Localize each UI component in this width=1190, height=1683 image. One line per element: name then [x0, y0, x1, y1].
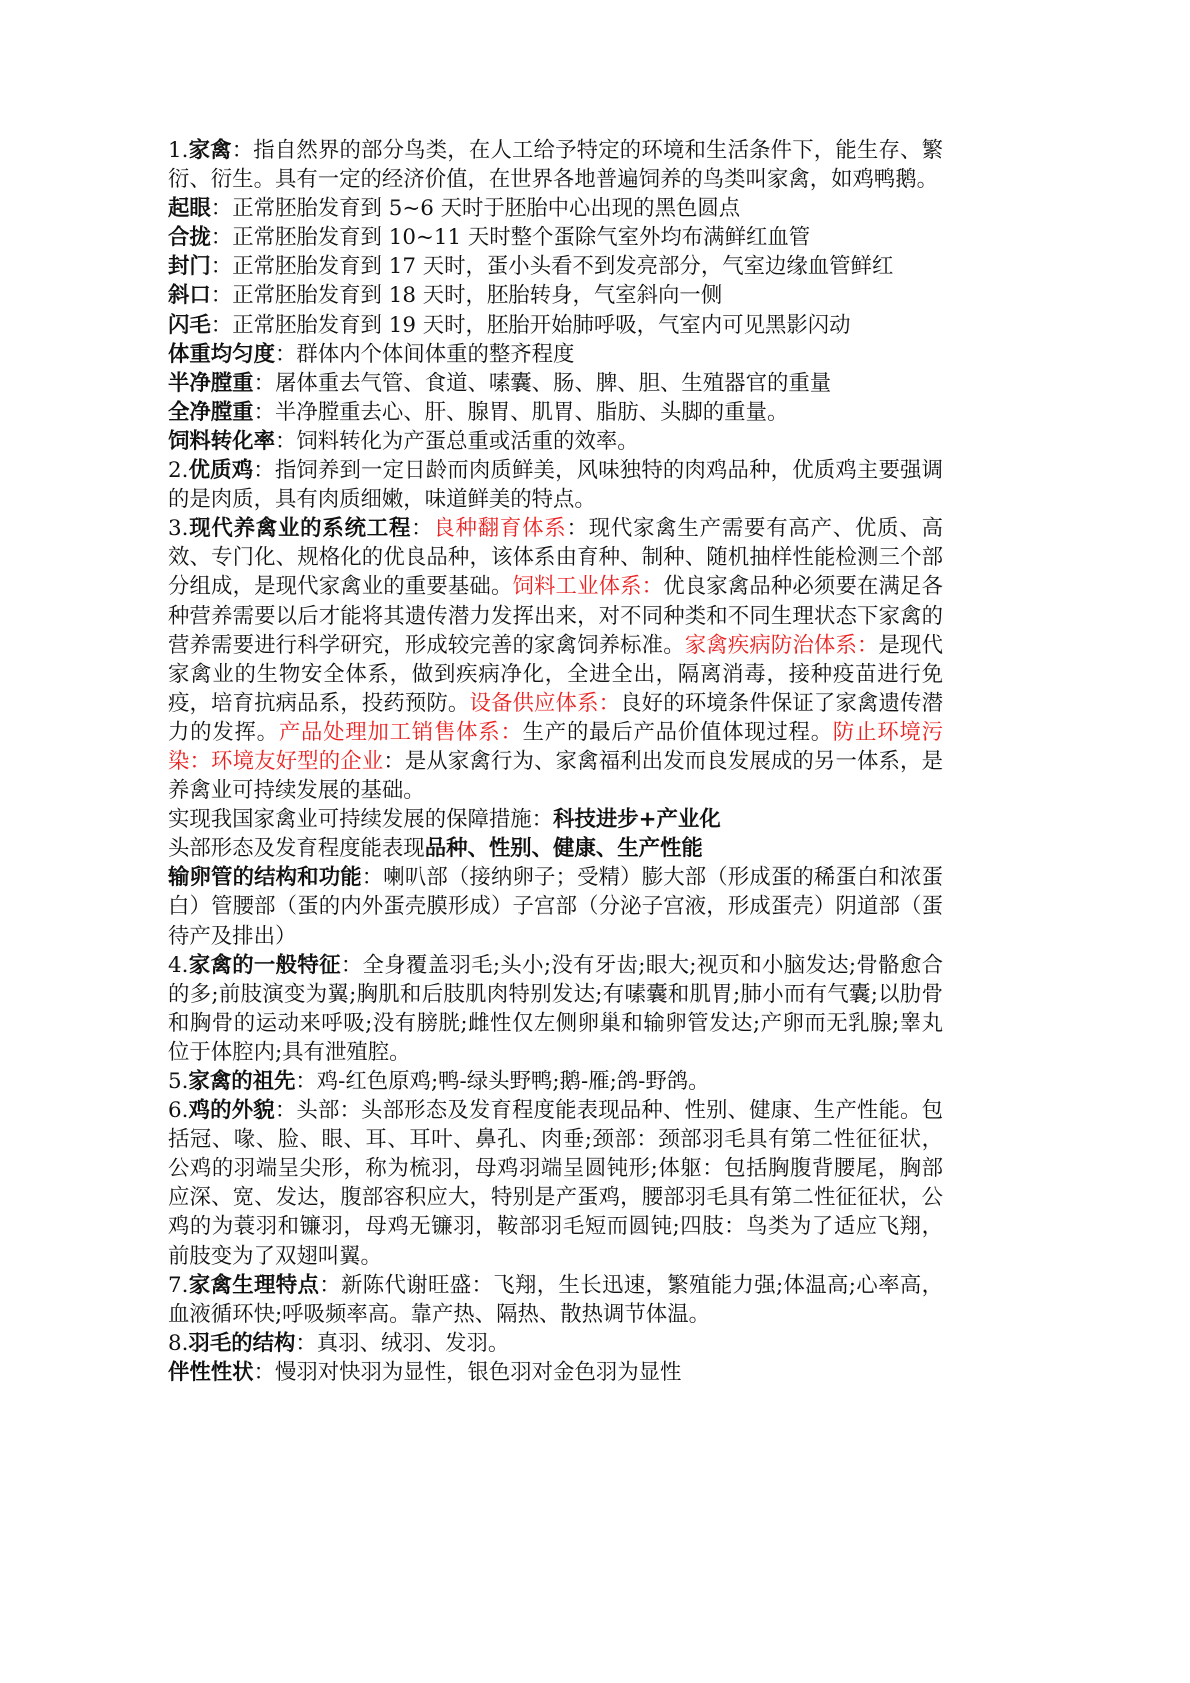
- paragraph: [168, 311, 943, 340]
- paragraph: [168, 340, 943, 369]
- body-text: ：喇叭部（接纳卵子；受精）膨大部（形成蛋的稀蛋白和浓蛋白）管腰部（蛋的内外蛋壳膜形成）子宫部（分泌子宫液，形成蛋壳）阴道部（蛋待产及排出）: [168, 865, 943, 949]
- bold-term: 家禽: [188, 138, 232, 163]
- bold-term: 饲料转化率: [168, 428, 275, 454]
- bold-term: 家禽生理特点: [188, 1272, 320, 1298]
- paragraph: [168, 1096, 943, 1271]
- body-text: ：正常胚胎发育到 19 天时，胚胎开始肺呼吸，气室内可见黑影闪动: [210, 312, 851, 338]
- body-text: 7.: [168, 1272, 189, 1298]
- bold-term: 鸡的外貌: [188, 1098, 275, 1124]
- body-text: ：正常胚胎发育到 18 天时，胚胎转身，气室斜向一侧: [210, 283, 723, 309]
- paragraph: [168, 281, 943, 310]
- paragraph: [168, 834, 943, 863]
- bold-term: 合拢: [168, 225, 211, 251]
- highlighted-text: 防止环境污染：环境友好型的企业: [168, 719, 943, 774]
- paragraph: [168, 514, 943, 805]
- body-text: ：正常胚胎发育到 17 天时，蛋小头看不到发亮部分，气室边缘血管鲜红: [210, 254, 894, 280]
- highlighted-text: 良种翻育体系: [433, 516, 567, 542]
- body-text: ：屠体重去气管、食道、嗉囊、肠、脾、胆、生殖器官的重量: [253, 370, 832, 396]
- body-text: ：正常胚胎发育到 5~6 天时于胚胎中心出现的黑色圆点: [210, 196, 741, 222]
- bold-term: 现代养禽业的系统工程: [188, 516, 412, 542]
- paragraph: [168, 951, 943, 1067]
- paragraph: [168, 1067, 943, 1096]
- body-text: 生产的最后产品价值体现过程。: [522, 719, 833, 745]
- body-text: 1.: [168, 138, 189, 163]
- body-text: 2.: [168, 458, 189, 484]
- bold-term: 闪毛: [168, 312, 211, 338]
- body-text: 4.: [168, 952, 189, 978]
- body-text: 6.: [168, 1098, 189, 1124]
- paragraph: [168, 427, 943, 456]
- paragraph: [168, 223, 943, 252]
- highlighted-text: 饲料工业体系：: [512, 574, 664, 600]
- highlighted-text: 产品处理加工销售体系：: [278, 719, 523, 745]
- bold-term: 全净膛重: [168, 399, 254, 425]
- highlighted-text: 家禽疾病防治体系：: [684, 632, 879, 658]
- bold-term: 品种、性别、健康、生产性能: [424, 836, 703, 862]
- body-text: 良好的环境条件保证了家禽遗传潜力的发挥。: [168, 690, 943, 745]
- paragraph: [168, 194, 943, 223]
- body-text: 3.: [168, 516, 189, 542]
- bold-term: 封门: [168, 254, 211, 280]
- body-text: 5.: [168, 1069, 189, 1094]
- body-text: ：: [411, 516, 434, 542]
- body-text: ：饲料转化为产蛋总重或活重的效率。: [274, 428, 639, 454]
- bold-term: 起眼: [168, 196, 211, 222]
- body-text: ：指自然界的部分鸟类，在人工给予特定的环境和生活条件下，能生存、繁衍、衍生。具有一定的经济价值，在世界各地普遍饲养的鸟类叫家禽，如鸡鸭鹅。: [168, 138, 943, 193]
- bold-term: 家禽的祖先: [188, 1069, 296, 1094]
- body-text: ：全身覆盖羽毛;头小;没有牙齿;眼大;视页和小脑发达;骨骼愈合的多;前肢演变为翼;胸肌和后肢肌肉特别发达;有嗉囊和肌胃;肺小而有气囊;以肋骨和胸骨的运动来呼吸;没有膀胱;雌性仅左侧卵巢和输卵管发达;产卵而无乳腺;睾丸位于体腔内;具有泄殖腔。: [168, 952, 943, 1065]
- bold-term: 科技进步+产业化: [553, 807, 721, 833]
- bold-term: 半净膛重: [168, 370, 254, 396]
- document-body: [168, 136, 943, 1387]
- paragraph: [168, 136, 943, 194]
- body-text: 实现我国家禽业可持续发展的保障措施：: [168, 807, 554, 833]
- bold-term: 家禽的一般特征: [188, 952, 341, 978]
- bold-term: 斜口: [168, 283, 211, 309]
- bold-term: 伴性性状: [168, 1359, 254, 1385]
- paragraph: [168, 456, 943, 514]
- body-text: ：指饲养到一定日龄而肉质鲜美，风味独特的肉鸡品种，优质鸡主要强调的是肉质，具有肉质细嫩，味道鲜美的特点。: [168, 458, 943, 513]
- body-text: ：正常胚胎发育到 10~11 天时整个蛋除气室外均布满鲜红血管: [210, 225, 811, 251]
- bold-term: 优质鸡: [188, 458, 254, 484]
- body-text: ：群体内个体间体重的整齐程度: [274, 341, 575, 367]
- paragraph: [168, 1271, 943, 1329]
- body-text: ：头部：头部形态及发育程度能表现品种、性别、健康、生产性能。包括冠、喙、脸、眼、耳、耳叶、鼻孔、肉垂;颈部：颈部羽毛具有第二性征征状，公鸡的羽端呈尖形，称为梳羽，母鸡羽端呈圆钝形;体躯：包括胸腹背腰尾，胸部应深、宽、发达，腹部容积应大，特别是产蛋鸡，腰部羽毛具有第二性征征状，公鸡的为蓑羽和镰羽，母鸡无镰羽，鞍部羽毛短而圆钝;四肢：鸟类为了适应飞翔，前肢变为了双翅叫翼。: [168, 1098, 943, 1269]
- highlighted-text: 设备供应体系：: [469, 690, 621, 716]
- body-text: 头部形态及发育程度能表现: [168, 836, 425, 862]
- bold-term: 羽毛的结构: [188, 1330, 296, 1356]
- body-text: 是现代家禽业的生物安全体系，做到疾病净化，全进全出，隔离消毒，接种疫苗进行免疫，培育抗病品系，投药预防。: [168, 632, 943, 716]
- bold-term: 体重均匀度: [168, 341, 275, 367]
- paragraph: [168, 863, 943, 950]
- body-text: ：慢羽对快羽为显性，银色羽对金色羽为显性: [253, 1359, 682, 1385]
- paragraph: [168, 398, 943, 427]
- paragraph: [168, 805, 943, 834]
- body-text: 8.: [168, 1330, 189, 1356]
- paragraph: [168, 252, 943, 281]
- paragraph: [168, 1329, 943, 1358]
- paragraph: [168, 369, 943, 398]
- body-text: ：鸡-红色原鸡;鸭-绿头野鸭;鹅-雁;鸽-野鸽。: [295, 1069, 710, 1094]
- body-text: ：半净膛重去心、肝、腺胃、肌胃、脂肪、头脚的重量。: [253, 399, 789, 425]
- body-text: ：真羽、绒羽、发羽。: [295, 1330, 510, 1356]
- body-text: 优良家禽品种必须要在满足各种营养需要以后才能将其遗传潜力发挥出来，对不同种类和不同生理状态下家禽的营养需要进行科学研究，形成较完善的家禽饲养标准。: [168, 574, 943, 658]
- body-text: ：新陈代谢旺盛：飞翔，生长迅速，繁殖能力强;体温高;心率高，血液循环快;呼吸频率高。靠产热、隔热、散热调节体温。: [168, 1272, 943, 1327]
- body-text: ：是从家禽行为、家禽福利出发而良发展成的另一体系，是养禽业可持续发展的基础。: [168, 748, 943, 804]
- bold-term: 输卵管的结构和功能: [168, 865, 362, 891]
- paragraph: [168, 1358, 943, 1387]
- body-text: ：现代家禽生产需要有高产、优质、高效、专门化、规格化的优良品种，该体系由育种、制种、随机抽样性能检测三个部分组成，是现代家禽业的重要基础。: [168, 516, 943, 600]
